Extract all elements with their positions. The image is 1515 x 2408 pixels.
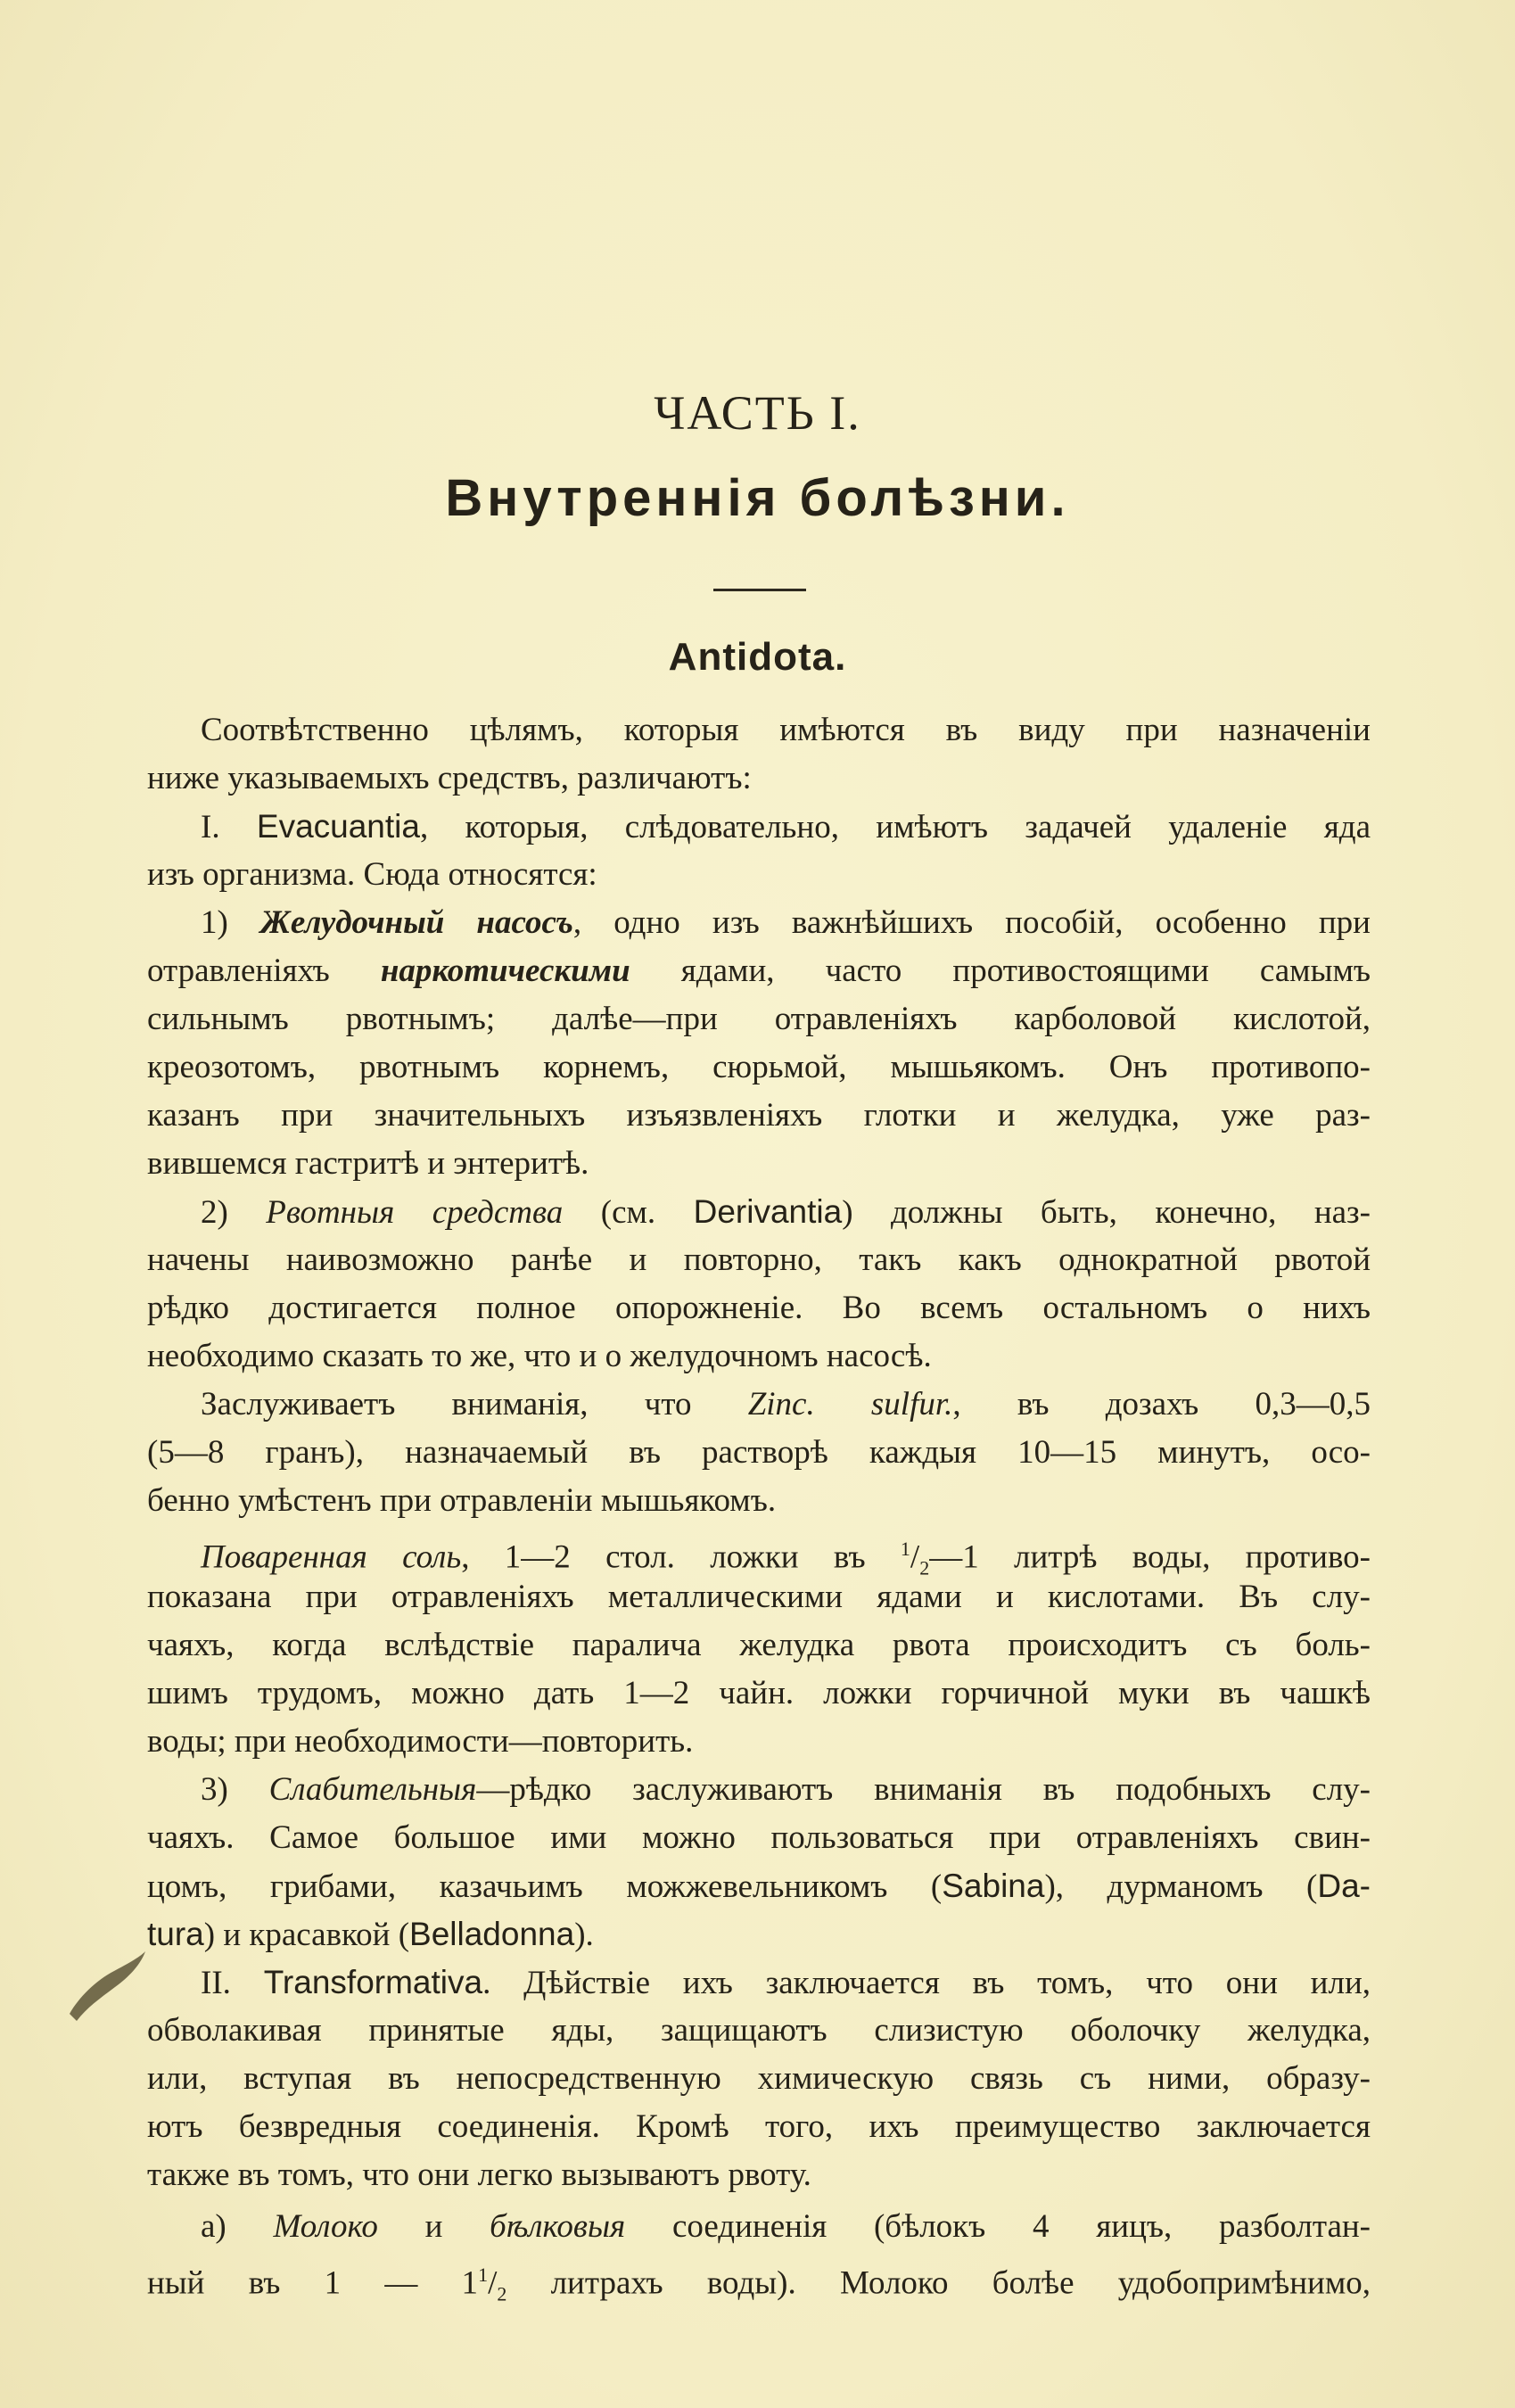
text-line: сильнымъ рвотнымъ; далѣе—при отравленіяхъ карболовой кислотой, <box>147 1001 1371 1037</box>
fraction-numerator: 1 <box>900 1538 910 1560</box>
text-line: обволакивая принятые яды, защищаютъ слизистую оболочку желудка, <box>147 2012 1371 2049</box>
term-evacuantia: Evacuantia <box>256 808 420 845</box>
text-line: Заслуживаетъ вниманія, что Zinc. sulfur., въ дозахъ 0,3—0,5 <box>201 1386 1371 1423</box>
text-line: ный въ 1 — $1^1/_2$ литрахъ воды). Молоко болѣе удобопримѣнимо, <box>147 2264 1371 2305</box>
text-line: креозотомъ, рвотнымъ корнемъ, сюрьмой, мышьякомъ. Онъ противопо- <box>147 1049 1371 1085</box>
part-label: ЧАСТЬ I. <box>654 386 861 440</box>
text-line: 3) Слабительныя—рѣдко заслуживаютъ вниманія въ подобныхъ слу- <box>201 1771 1371 1808</box>
text-line: ниже указываемыхъ средствъ, различаютъ: <box>147 760 752 796</box>
text-line: ютъ безвредныя соединенія. Кромѣ того, ихъ преимущество заключается <box>147 2108 1371 2145</box>
text-line: вившемся гастритѣ и энтеритѣ. <box>147 1145 589 1182</box>
text-line: Соотвѣтственно цѣлямъ, которыя имѣются въ виду при назначеніи <box>201 712 1371 748</box>
section-title: Antidota. <box>668 635 847 679</box>
text-line: начены наивозможно ранѣе и повторно, такъ какъ однократной рвотой <box>147 1241 1371 1278</box>
title-divider <box>713 589 806 591</box>
fraction-denominator: 2 <box>497 2282 507 2305</box>
text-line: изъ организма. Сюда относятся: <box>147 856 597 893</box>
text-line: чаяхъ. Самое большое ими можно пользоваться при отравленіяхъ свин- <box>147 1819 1371 1856</box>
text-line: a) Молоко и бѣлковыя соединенія (бѣлокъ 4 яицъ, разболтан- <box>201 2208 1371 2245</box>
ink-blot <box>52 1944 150 2025</box>
fraction-numerator: 1 <box>478 2264 489 2286</box>
text-line: бенно умѣстенъ при отравленіи мышьякомъ. <box>147 1482 777 1519</box>
text-line: воды; при необходимости—повторить. <box>147 1723 694 1760</box>
text-line: необходимо сказать то же, что и о желудочномъ насосѣ. <box>147 1338 932 1374</box>
term-datura-a: Da- <box>1317 1868 1371 1904</box>
term-zinc-sulfur: Zinc. sulfur. <box>747 1386 953 1423</box>
text-line: отравленіяхъ наркотическими ядами, часто противостоящими самымъ <box>147 952 1371 989</box>
text-line: шимъ трудомъ, можно дать 1—2 чайн. ложки горчичной муки въ чашкѣ <box>147 1675 1371 1711</box>
text-line: 1) Желудочный насосъ, одно изъ важнѣйшихъ пособій, особенно при <box>201 904 1371 941</box>
term-laxatives: Слабительныя <box>268 1771 477 1808</box>
part-title: Внутреннія болѣзни. <box>445 469 1070 527</box>
term-belladonna: Belladonna <box>409 1916 575 1952</box>
term-datura-b: tura <box>147 1916 204 1952</box>
text-line: I. Evacuantia, которыя, слѣдовательно, имѣютъ задачей удаленіе яда <box>201 808 1371 845</box>
text-line: показана при отравленіяхъ металлическими ядами и кислотами. Въ слу- <box>147 1579 1371 1615</box>
term-albumin: бѣлковыя <box>490 2208 626 2245</box>
text-line: рѣдко достигается полное опорожненіе. Во всемъ остальномъ о нихъ <box>147 1290 1371 1326</box>
term-narcotic: наркотическими <box>380 952 630 989</box>
term-table-salt: Поваренная соль <box>201 1538 462 1576</box>
term-stomach-pump: Желудочный насосъ <box>259 904 573 941</box>
body-text <box>147 706 1371 2305</box>
text-line: II. Transformativa. Дѣйствіе ихъ заключается въ томъ, что они или, <box>201 1964 1371 2001</box>
text-line: чаяхъ, когда вслѣдствіе паралича желудка рвота происходитъ съ боль- <box>147 1627 1371 1663</box>
text-line: (5—8 гранъ), назначаемый въ растворѣ каждыя 10—15 минутъ, осо- <box>147 1434 1371 1471</box>
fraction-denominator: 2 <box>919 1556 930 1579</box>
text-line: 2) Рвотныя средства (см. Derivantia) должны быть, конечно, наз- <box>201 1193 1371 1231</box>
text-line: или, вступая въ непосредственную химическую связь съ ними, образу- <box>147 2060 1371 2097</box>
term-emetics: Рвотныя средства <box>266 1194 564 1231</box>
term-milk: Молоко <box>273 2208 378 2245</box>
term-transformativa: Transformativa <box>263 1964 483 2000</box>
text-line: казанъ при значительныхъ изъязвленіяхъ глотки и желудка, уже раз- <box>147 1097 1371 1134</box>
term-sabina: Sabina <box>942 1868 1045 1904</box>
text-line: также въ томъ, что они легко вызываютъ рвоту. <box>147 2156 811 2193</box>
text-line: цомъ, грибами, казачьимъ можжевельникомъ (Sabina), дурманомъ (Da- <box>147 1868 1371 1905</box>
term-derivantia: Derivantia <box>693 1193 843 1230</box>
text-line: tura) и красавкой (Belladonna). <box>147 1916 594 1953</box>
text-line: Поваренная соль, 1—2 стол. ложки въ $^1/_2—1$ литрѣ воды, противо- <box>201 1538 1371 1579</box>
